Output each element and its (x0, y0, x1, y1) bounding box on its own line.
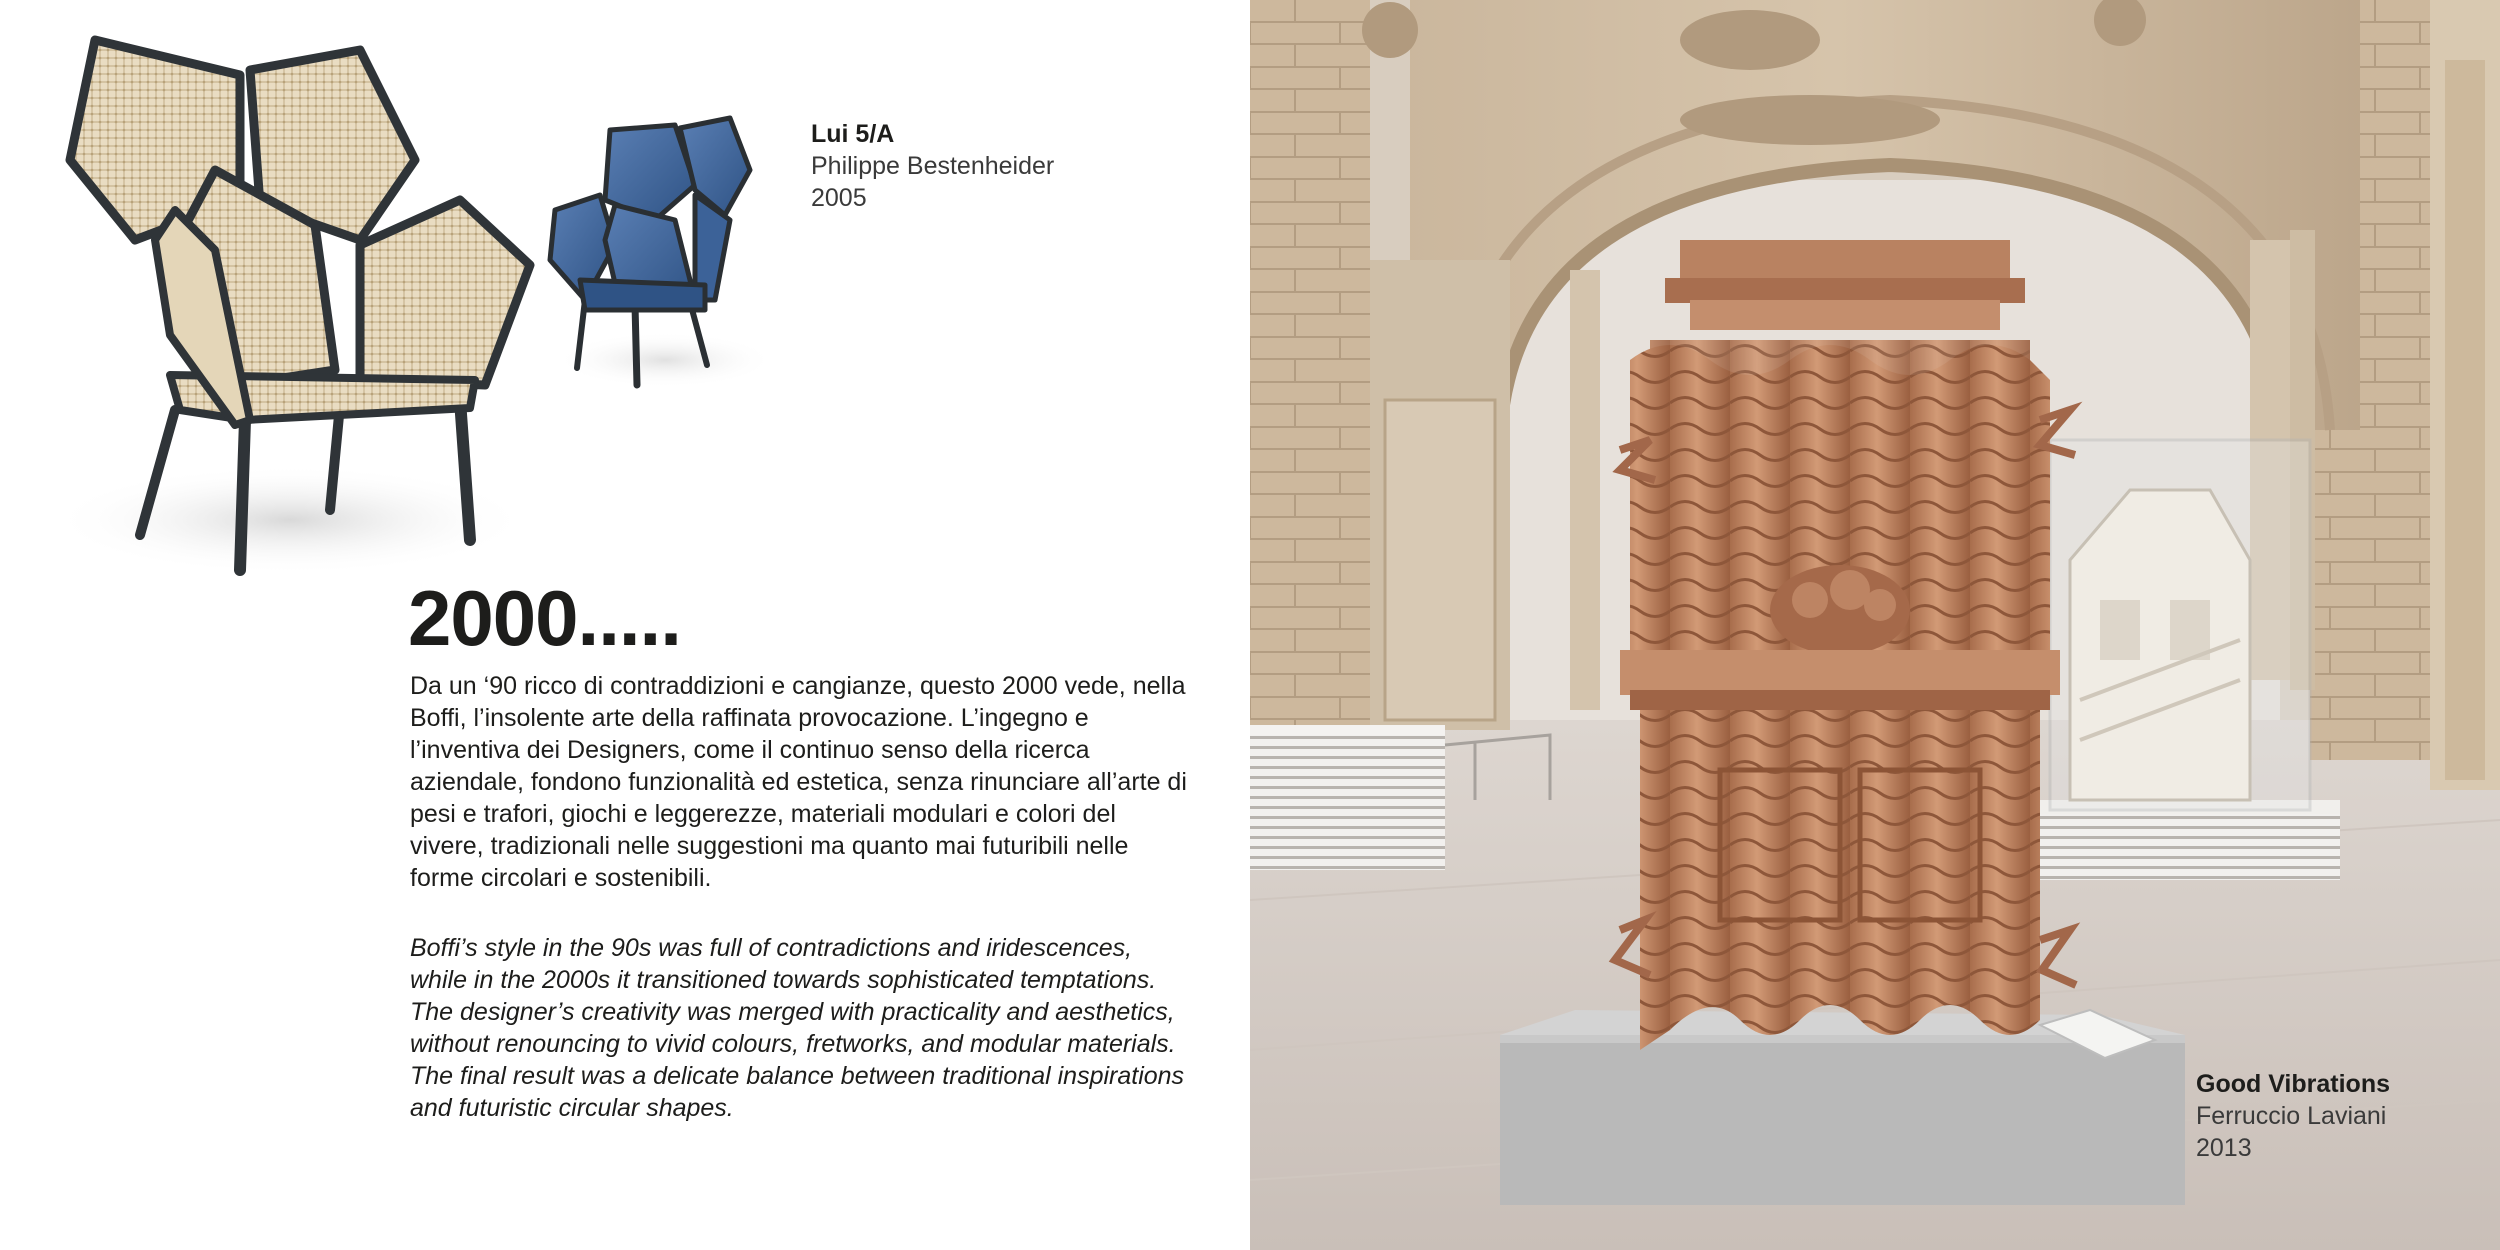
right-page (1250, 0, 2500, 1250)
body-text-english: Boffi’s style in the 90s was full of contradictions and iridescences, while in the 2000s it transitioned towards sophisticated temptations. The designer’s creativity was merged with practicality and aesthetics, without renouncing to vivid colours, fretworks, and modular materials. The final result was a delicate balance between traditional inspirations and futuristic circular shapes. (410, 934, 1185, 1122)
good-vibrations-caption (2196, 1068, 2390, 1164)
caption-designer: Ferruccio Laviani (2196, 1102, 2387, 1130)
good-vibrations-gallery-photo (1250, 0, 2500, 1250)
lui-5a-caption (811, 118, 1054, 214)
cabinet-shape (1615, 240, 2076, 1050)
caption-year: 2005 (811, 184, 867, 212)
caption-year: 2013 (2196, 1134, 2252, 1162)
lui-5a-blue-chair-photo (545, 110, 795, 400)
caption-designer: Philippe Bestenheider (811, 152, 1055, 180)
decade-title: 2000..... (408, 574, 681, 662)
lui-5a-cane-chair-photo (40, 30, 560, 590)
caption-title: Good Vibrations (2196, 1070, 2390, 1098)
body-text-italian: Da un ‘90 ricco di contraddizioni e cangianze, questo 2000 vede, nella Boffi, l’insolente arte della raffinata provocazione. L’ingegno e l’inventiva dei Designers, come il continuo senso della ricerca aziendale, fondono funzionalità ed estetica, senza rinunciare all’arte di pesi e trafori, giochi e leggerezze, materiali modulari e colori del vivere, tradizionali nelle suggestioni ma quanto mai futuribili nelle forme circolari e sostenibili. (410, 672, 1187, 892)
caption-title: Lui 5/A (811, 120, 895, 148)
